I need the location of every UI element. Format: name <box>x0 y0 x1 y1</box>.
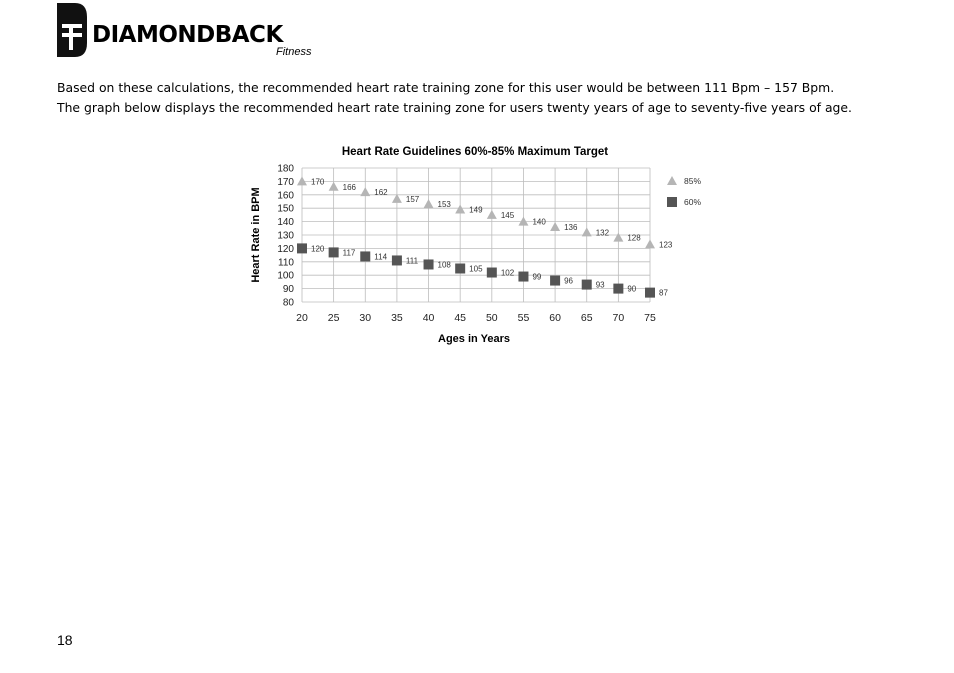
data-label: 93 <box>595 280 605 290</box>
data-label: 128 <box>627 233 641 243</box>
square-point-60 <box>455 264 465 274</box>
triangle-point-85 <box>613 233 623 242</box>
triangle-point-85 <box>582 227 592 236</box>
data-label: 157 <box>405 194 420 204</box>
square-point-60 <box>582 280 592 290</box>
data-label: 114 <box>374 252 388 262</box>
data-label: 102 <box>500 268 515 278</box>
body-paragraph-2: The graph below displays the recommended heart rate training zone for users twenty years of age to seventy-five years of age. <box>57 100 852 115</box>
heart-rate-chart <box>240 140 720 355</box>
y-tick-label: 170 <box>277 176 294 188</box>
data-label: 120 <box>311 244 325 254</box>
triangle-point-85 <box>518 217 528 226</box>
x-tick-label: 65 <box>580 312 593 324</box>
page-number: 18 <box>57 632 73 648</box>
triangle-point-85 <box>360 187 370 196</box>
diamondback-logo-icon <box>57 3 91 57</box>
legend-square-icon <box>667 197 677 207</box>
y-tick-label: 150 <box>277 203 294 215</box>
data-label: 162 <box>374 188 388 198</box>
legend-triangle-icon <box>667 176 677 185</box>
square-point-60 <box>550 276 560 286</box>
x-axis-label: Ages in Years <box>438 333 510 345</box>
triangle-point-85 <box>550 222 560 231</box>
x-tick-label: 45 <box>454 312 467 324</box>
square-point-60 <box>360 251 370 261</box>
square-point-60 <box>613 284 623 294</box>
y-tick-label: 100 <box>277 270 294 282</box>
data-label: 166 <box>342 182 356 192</box>
data-label: 99 <box>532 272 542 282</box>
data-label: 132 <box>595 228 610 238</box>
triangle-point-85 <box>424 199 434 208</box>
data-label: 87 <box>659 288 668 298</box>
y-tick-label: 180 <box>277 163 294 175</box>
y-axis-label: Heart Rate in BPM <box>250 187 262 283</box>
data-label: 117 <box>342 248 356 258</box>
x-tick-label: 70 <box>612 312 625 324</box>
data-label: 108 <box>437 260 451 270</box>
triangle-point-85 <box>487 210 497 219</box>
y-tick-label: 160 <box>277 190 294 202</box>
x-tick-label: 40 <box>422 312 435 324</box>
x-tick-label: 20 <box>296 312 308 324</box>
square-point-60 <box>424 259 434 269</box>
chart-title: Heart Rate Guidelines 60%-85% Maximum Target <box>341 146 609 158</box>
data-label: 136 <box>564 222 578 232</box>
triangle-point-85 <box>455 205 465 214</box>
x-tick-label: 55 <box>517 312 530 324</box>
y-tick-label: 90 <box>282 284 294 296</box>
body-paragraph-1: Based on these calculations, the recommended heart rate training zone for this user would be between 111 Bpm – 157 Bpm. <box>57 80 835 95</box>
x-tick-label: 35 <box>391 312 403 324</box>
data-label: 140 <box>532 217 546 227</box>
legend-label: 60% <box>684 197 702 207</box>
data-label: 145 <box>500 210 515 220</box>
brand-name: DIAMONDBACK <box>92 22 283 48</box>
triangle-point-85 <box>645 239 655 248</box>
y-tick-label: 130 <box>277 230 294 242</box>
x-tick-label: 25 <box>327 312 340 324</box>
triangle-point-85 <box>297 176 307 185</box>
square-point-60 <box>329 247 339 257</box>
data-label: 105 <box>469 264 483 274</box>
square-point-60 <box>645 288 655 298</box>
chart-legend <box>667 176 701 207</box>
triangle-point-85 <box>329 182 339 191</box>
square-point-60 <box>392 255 402 265</box>
y-tick-label: 80 <box>282 297 294 309</box>
square-point-60 <box>487 268 497 278</box>
y-tick-label: 110 <box>278 257 294 269</box>
data-label: 153 <box>437 200 451 210</box>
y-tick-label: 120 <box>277 243 294 255</box>
plot-area <box>277 164 673 325</box>
data-label: 123 <box>659 240 673 250</box>
data-label: 90 <box>627 284 637 294</box>
brand-subtitle: Fitness <box>276 46 312 58</box>
square-point-60 <box>518 272 528 282</box>
square-point-60 <box>297 243 307 253</box>
x-tick-label: 75 <box>644 312 656 324</box>
x-tick-label: 50 <box>485 312 498 324</box>
data-label: 170 <box>311 177 325 187</box>
x-tick-label: 60 <box>549 312 561 324</box>
data-label: 149 <box>469 205 483 215</box>
y-tick-label: 140 <box>277 217 294 229</box>
data-label: 111 <box>405 256 419 266</box>
x-tick-label: 30 <box>359 312 372 324</box>
data-label: 96 <box>564 276 573 286</box>
legend-label: 85% <box>684 176 702 186</box>
